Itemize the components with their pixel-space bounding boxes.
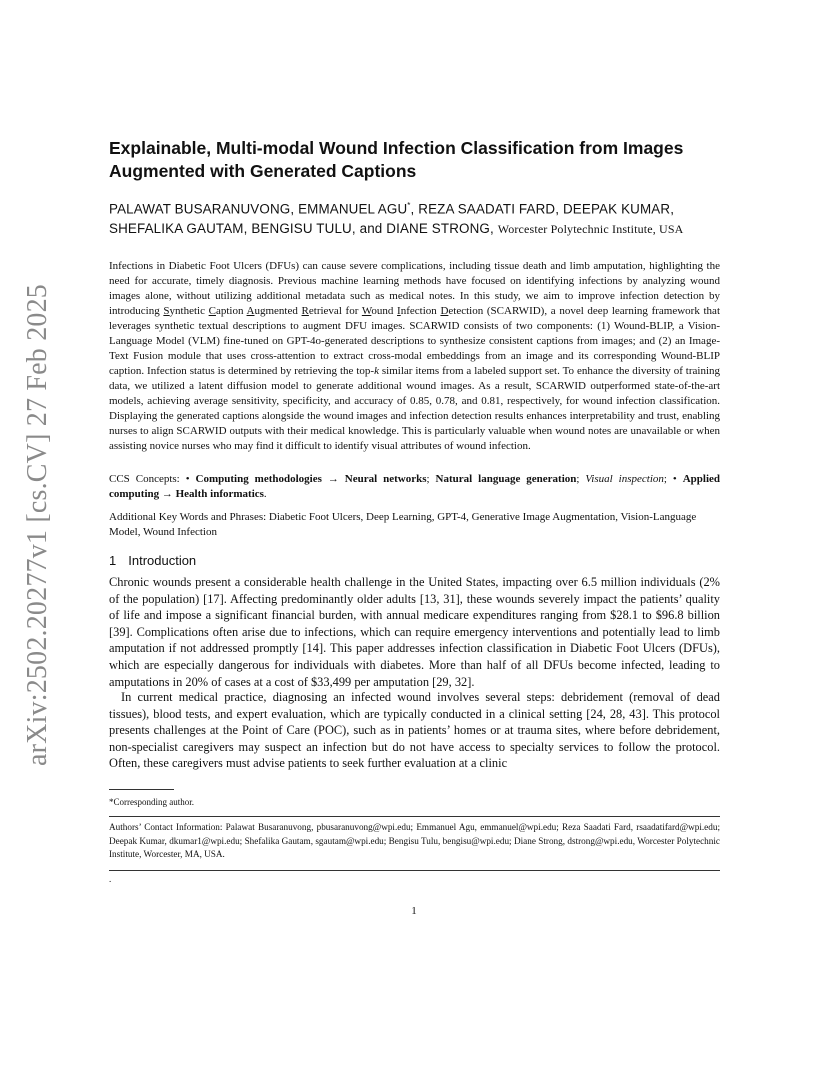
ccs-sep-2: ; [576, 473, 586, 485]
contact-rule-bottom [109, 870, 720, 871]
acronym-letter-s: S [163, 305, 170, 317]
acronym-rest-infection: nfection [400, 305, 441, 317]
intro-paragraph-1 [109, 574, 720, 690]
keywords: Additional Key Words and Phrases: Diabetic Foot Ulcers, Deep Learning, GPT-4, Generative Image Augmentation, Vision-Language Model, Wound Infection [109, 511, 697, 538]
ccs-concept-3: Visual inspection [585, 473, 664, 485]
paper-title: Explainable, Multi-modal Wound Infection Classification from Images Augmented with Generated Captions [109, 138, 684, 181]
intro-paragraph-2 [109, 689, 720, 772]
intro-paragraph-2-text: In current medical practice, diagnosing an infected wound involves several steps: debridement (removal of dead tissues), blood tests, and expert evaluation, which are typically conducted in a clinical setting [24, 28, 43]. This protocol presents challenges at the Point of Care (POC), such as in patients’ homes or at trauma sites, where before debridement, non-specialist caregivers may suspect an infection but do not have access to specialty services to follow the protocol. Often, these caregivers must advise patients to seek further evaluation at a clinic [109, 690, 720, 771]
arxiv-id-text: arXiv:2502.20277v1 [cs.CV] 27 Feb 2025 [22, 283, 53, 767]
ccs-concepts [109, 472, 720, 502]
author-names-b: , REZA SAADATI FARD, DEEPAK KUMAR, SHEFALIKA GAUTAM, BENGISU TULU, and DIANE STRONG, [109, 201, 675, 237]
acronym-rest-caption: aption [215, 305, 247, 317]
ccs-end: . [263, 488, 267, 500]
abstract-top-k: k [374, 365, 379, 377]
abstract-text-1: Infections in Diabetic Foot Ulcers (DFUs) can cause severe complications, including tissue death and limb amputation, highlighting the need for accurate, timely diagnosis. Previous machine learning methods have focused on identifying infections by analyzing wound images alone, without utilizing additional metadata such as medical notes. In this study, we aim to improve infection detection by introducing [109, 260, 720, 317]
section-number: 1 [109, 553, 117, 568]
contact-rule-top [109, 816, 720, 817]
footnote-rule [109, 789, 174, 790]
ccs-sep-3: ; • [663, 473, 683, 485]
section-title: Introduction [128, 553, 197, 568]
author-names-a: PALAWAT BUSARANUVONG, EMMANUEL AGU [109, 201, 408, 217]
ccs-sep-1: ; [426, 473, 436, 485]
acronym-letter-c: C [208, 305, 216, 317]
abstract [109, 259, 720, 454]
abstract-text-2: (SCARWID), a novel deep learning framework that leverages synthetic textual descriptions to augment DFU images. SCARWID consists of two components: (1) Wound-BLIP, a Vision-Language Model (VLM) fine-tuned on GPT-4o-generated descriptions to synthesize consistent captions from images; and (2) an Image-Text Fusion module that uses cross-attention to extract cross-modal embeddings from an image and its corresponding Wound-BLIP caption. Infection status is determined by retrieving the top- [109, 305, 720, 377]
corresponding-mark: * [407, 201, 411, 210]
acronym-rest-wound: ound [371, 305, 398, 317]
acronym-letter-r: R [301, 305, 309, 317]
ccs-concept-4: Applied computing → Health informatics [109, 473, 720, 500]
acronym-letter-d: D [440, 305, 449, 317]
abstract-text-3: similar items from a labeled support set. To enhance the diversity of training data, we utilized a latent diffusion model to generate additional wound images. As a result, SCARWID outperformed state-of-the-art models, achieving average sensitivity, specificity, and accuracy of 0.85, 0.78, and 0.81, respectively, for wound infection classification. Displaying the generated captions alongside the wound images and infection detection results enhances interpretability and trust, enabling nurses to align SCARWID outputs with their medical knowledge. This is particularly valuable when wound notes are unavailable or when assisting novice nurses who may find it difficult to identify visual attributes of wound infection. [109, 365, 721, 452]
ccs-label: CCS Concepts: • [109, 473, 196, 485]
acronym-rest-retrieval: etrieval for [308, 305, 362, 317]
author-affiliation: Worcester Polytechnic Institute, USA [497, 222, 684, 237]
intro-paragraph-1-text: Chronic wounds present a considerable health challenge in the United States, impacting over 6.5 million individuals (2% of the population) [17]. Affecting predominantly older adults [13, 31], these wounds severely impact the patients’ quality of life and impose a significant financial burden, with annual medicare expenditures ranging from $28.1 to $96.8 billion [39]. Complications often arise due to infections, which can require emergency interventions and potentially lead to limb amputation if not addressed promptly [14]. This paper addresses infection classification in Diabetic Foot Ulcers (DFUs), which are especially dangerous for individuals with diabetes. More than half of all DFUs become infected, leading to amputations in 20% of cases at a cost of $33,499 per amputation [29, 32]. [109, 575, 720, 689]
author-contact-info: Authors’ Contact Information: Palawat Busaranuvong, pbusaranuvong@wpi.edu; Emmanuel Agu, emmanuel@wpi.edu; Reza Saadati Fard, rsaadatifard@wpi.edu; Deepak Kumar, dkumar1@wpi.edu; Shefalika Gautam, sgautam@wpi.edu; Bengisu Tulu, bengisu@wpi.edu; Diane Strong, dstrong@wpi.edu, Worcester Polytechnic Institute, Worcester, MA, USA. [109, 822, 720, 859]
footnote: *Corresponding author. [109, 797, 194, 807]
acronym-rest-synthetic: ynthetic [169, 305, 209, 317]
ccs-concept-1: Computing methodologies → Neural networks [195, 473, 427, 485]
section-heading-introduction [109, 553, 720, 568]
acronym-letter-a: A [246, 305, 255, 317]
ccs-concept-2: Natural language generation [435, 473, 577, 485]
acronym-letter-i: I [397, 305, 401, 317]
acronym-rest-detection: etection [448, 305, 484, 317]
acronym-rest-augmented: ugmented [254, 305, 302, 317]
page-number: 1 [411, 905, 417, 917]
acronym-letter-w: W [361, 305, 372, 317]
contact-trailing-dot: . [109, 874, 112, 884]
author-list [109, 196, 720, 239]
arxiv-identifier-sidebar [16, 283, 60, 767]
